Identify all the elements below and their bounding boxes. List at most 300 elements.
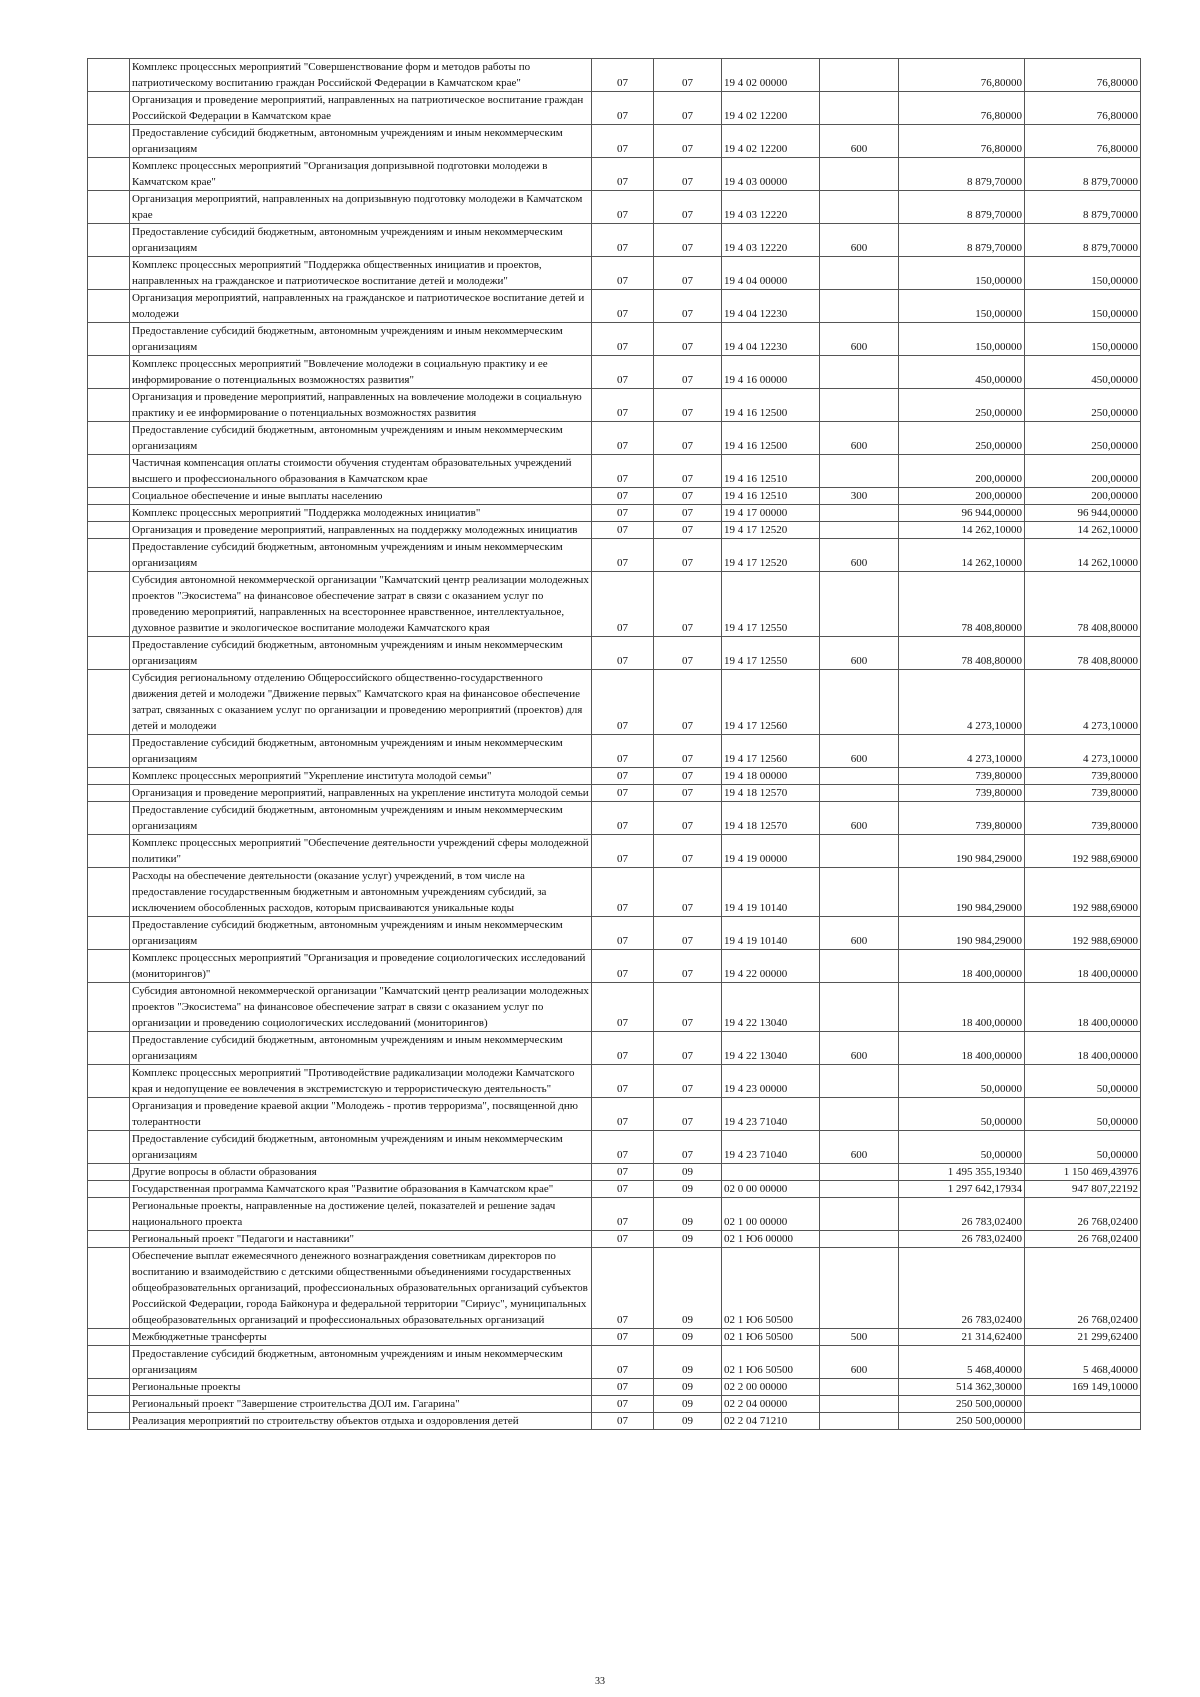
amount-year1-cell: 250 500,00000 — [899, 1413, 1025, 1430]
amount-year1-cell: 26 783,02400 — [899, 1198, 1025, 1231]
expense-type-cell: 300 — [820, 488, 899, 505]
item-name-cell: Комплекс процессных мероприятий "Поддержка общественных инициатив и проектов, направленных на гражданское и патриотическое воспитание детей и молодежи" — [130, 257, 592, 290]
item-name-cell: Региональные проекты, направленные на достижение целей, показателей и решение задач национального проекта — [130, 1198, 592, 1231]
section-code-cell: 07 — [592, 1065, 654, 1098]
amount-year1-cell: 18 400,00000 — [899, 983, 1025, 1032]
amount-year1-cell: 739,80000 — [899, 768, 1025, 785]
subsection-code-cell: 09 — [654, 1379, 722, 1396]
amount-year2-cell: 14 262,10000 — [1025, 522, 1141, 539]
row-index-cell — [88, 1198, 130, 1231]
amount-year1-cell: 96 944,00000 — [899, 505, 1025, 522]
item-name-cell: Предоставление субсидий бюджетным, автономным учреждениям и иным некоммерческим организациям — [130, 735, 592, 768]
subsection-code-cell: 07 — [654, 802, 722, 835]
row-index-cell — [88, 572, 130, 637]
expense-type-cell: 600 — [820, 1131, 899, 1164]
section-code-cell: 07 — [592, 1248, 654, 1329]
row-index-cell — [88, 522, 130, 539]
table-row — [88, 1098, 1141, 1131]
amount-year1-cell: 50,00000 — [899, 1131, 1025, 1164]
expense-type-cell — [820, 191, 899, 224]
expense-type-cell: 600 — [820, 422, 899, 455]
amount-year2-cell: 150,00000 — [1025, 290, 1141, 323]
amount-year2-cell: 192 988,69000 — [1025, 835, 1141, 868]
amount-year2-cell: 18 400,00000 — [1025, 983, 1141, 1032]
amount-year2-cell: 739,80000 — [1025, 785, 1141, 802]
subsection-code-cell: 07 — [654, 158, 722, 191]
item-name-cell: Организация и проведение мероприятий, направленных на вовлечение молодежи в социальную практику и ее информирование о потенциальных возможностях развития — [130, 389, 592, 422]
section-code-cell: 07 — [592, 1379, 654, 1396]
table-row — [88, 572, 1141, 637]
table-row — [88, 1231, 1141, 1248]
subsection-code-cell: 07 — [654, 389, 722, 422]
expense-type-cell: 600 — [820, 735, 899, 768]
row-index-cell — [88, 1329, 130, 1346]
section-code-cell: 07 — [592, 125, 654, 158]
target-article-cell: 19 4 23 00000 — [722, 1065, 820, 1098]
table-row — [88, 1413, 1141, 1430]
subsection-code-cell: 07 — [654, 835, 722, 868]
amount-year1-cell: 250,00000 — [899, 389, 1025, 422]
target-article-cell: 19 4 16 12510 — [722, 488, 820, 505]
subsection-code-cell: 07 — [654, 735, 722, 768]
target-article-cell: 02 2 04 71210 — [722, 1413, 820, 1430]
target-article-cell: 02 2 00 00000 — [722, 1379, 820, 1396]
subsection-code-cell: 07 — [654, 950, 722, 983]
section-code-cell: 07 — [592, 92, 654, 125]
table-row — [88, 125, 1141, 158]
amount-year2-cell: 21 299,62400 — [1025, 1329, 1141, 1346]
expense-type-cell — [820, 1164, 899, 1181]
target-article-cell: 19 4 18 12570 — [722, 802, 820, 835]
table-row — [88, 768, 1141, 785]
expense-type-cell — [820, 785, 899, 802]
target-article-cell — [722, 1164, 820, 1181]
item-name-cell: Предоставление субсидий бюджетным, автономным учреждениям и иным некоммерческим организациям — [130, 917, 592, 950]
amount-year1-cell: 150,00000 — [899, 257, 1025, 290]
row-index-cell — [88, 1181, 130, 1198]
table-row — [88, 389, 1141, 422]
table-row — [88, 505, 1141, 522]
page-number: 33 — [595, 1676, 605, 1687]
item-name-cell: Обеспечение выплат ежемесячного денежного вознаграждения советникам директоров по воспитанию и взаимодействию с детскими общественными объединениями государственных общеобразовательных организаций, профессиональных образовательных организаций субъектов Российской Федерации, города Байконура и федеральной территории "Сириус", муниципальных общеобразовательных организаций и профессиональных образовательных организаций — [130, 1248, 592, 1329]
item-name-cell: Предоставление субсидий бюджетным, автономным учреждениям и иным некоммерческим организациям — [130, 1131, 592, 1164]
section-code-cell: 07 — [592, 1329, 654, 1346]
section-code-cell: 07 — [592, 950, 654, 983]
amount-year2-cell: 250,00000 — [1025, 422, 1141, 455]
amount-year1-cell: 250 500,00000 — [899, 1396, 1025, 1413]
row-index-cell — [88, 1098, 130, 1131]
subsection-code-cell: 07 — [654, 539, 722, 572]
table-row — [88, 539, 1141, 572]
amount-year1-cell: 190 984,29000 — [899, 917, 1025, 950]
subsection-code-cell: 07 — [654, 323, 722, 356]
item-name-cell: Субсидия автономной некоммерческой организации "Камчатский центр реализации молодежных проектов "Экосистема" на финансовое обеспечение затрат в связи с оказанием услуг по организации и проведению социологических исследований (мониторингов) — [130, 983, 592, 1032]
target-article-cell: 19 4 17 12560 — [722, 670, 820, 735]
target-article-cell: 19 4 23 71040 — [722, 1098, 820, 1131]
section-code-cell: 07 — [592, 802, 654, 835]
target-article-cell: 19 4 17 12520 — [722, 522, 820, 539]
amount-year2-cell: 14 262,10000 — [1025, 539, 1141, 572]
target-article-cell: 19 4 16 00000 — [722, 356, 820, 389]
row-index-cell — [88, 1131, 130, 1164]
subsection-code-cell: 07 — [654, 868, 722, 917]
amount-year1-cell: 76,80000 — [899, 59, 1025, 92]
table-row — [88, 950, 1141, 983]
target-article-cell: 19 4 04 12230 — [722, 323, 820, 356]
row-index-cell — [88, 323, 130, 356]
subsection-code-cell: 07 — [654, 257, 722, 290]
expense-type-cell: 600 — [820, 224, 899, 257]
section-code-cell: 07 — [592, 785, 654, 802]
target-article-cell: 19 4 03 12220 — [722, 191, 820, 224]
table-row — [88, 1329, 1141, 1346]
target-article-cell: 19 4 17 12550 — [722, 572, 820, 637]
row-index-cell — [88, 785, 130, 802]
target-article-cell: 02 1 00 00000 — [722, 1198, 820, 1231]
section-code-cell: 07 — [592, 983, 654, 1032]
amount-year2-cell: 76,80000 — [1025, 59, 1141, 92]
amount-year1-cell: 739,80000 — [899, 785, 1025, 802]
section-code-cell: 07 — [592, 422, 654, 455]
budget-table — [87, 58, 1141, 1430]
table-row — [88, 1164, 1141, 1181]
amount-year2-cell: 26 768,02400 — [1025, 1231, 1141, 1248]
section-code-cell: 07 — [592, 1164, 654, 1181]
item-name-cell: Межбюджетные трансферты — [130, 1329, 592, 1346]
expense-type-cell: 600 — [820, 917, 899, 950]
section-code-cell: 07 — [592, 1181, 654, 1198]
target-article-cell: 19 4 02 00000 — [722, 59, 820, 92]
subsection-code-cell: 07 — [654, 224, 722, 257]
table-row — [88, 455, 1141, 488]
subsection-code-cell: 07 — [654, 522, 722, 539]
item-name-cell: Предоставление субсидий бюджетным, автономным учреждениям и иным некоммерческим организациям — [130, 637, 592, 670]
expense-type-cell — [820, 1248, 899, 1329]
amount-year2-cell: 76,80000 — [1025, 125, 1141, 158]
table-row — [88, 323, 1141, 356]
item-name-cell: Предоставление субсидий бюджетным, автономным учреждениям и иным некоммерческим организациям — [130, 125, 592, 158]
subsection-code-cell: 09 — [654, 1346, 722, 1379]
table-row — [88, 983, 1141, 1032]
amount-year1-cell: 150,00000 — [899, 290, 1025, 323]
amount-year1-cell: 190 984,29000 — [899, 835, 1025, 868]
section-code-cell: 07 — [592, 539, 654, 572]
table-row — [88, 522, 1141, 539]
amount-year1-cell: 14 262,10000 — [899, 539, 1025, 572]
item-name-cell: Региональный проект "Завершение строительства ДОЛ им. Гагарина" — [130, 1396, 592, 1413]
section-code-cell: 07 — [592, 1396, 654, 1413]
subsection-code-cell: 07 — [654, 488, 722, 505]
amount-year2-cell: 18 400,00000 — [1025, 1032, 1141, 1065]
amount-year2-cell — [1025, 1396, 1141, 1413]
table-row — [88, 92, 1141, 125]
table-body — [88, 59, 1141, 1430]
section-code-cell: 07 — [592, 835, 654, 868]
amount-year2-cell: 8 879,70000 — [1025, 191, 1141, 224]
target-article-cell: 02 0 00 00000 — [722, 1181, 820, 1198]
section-code-cell: 07 — [592, 1346, 654, 1379]
table-row — [88, 1131, 1141, 1164]
target-article-cell: 02 1 Ю6 50500 — [722, 1346, 820, 1379]
amount-year2-cell: 5 468,40000 — [1025, 1346, 1141, 1379]
row-index-cell — [88, 488, 130, 505]
subsection-code-cell: 07 — [654, 572, 722, 637]
item-name-cell: Организация мероприятий, направленных на гражданское и патриотическое воспитание детей и молодежи — [130, 290, 592, 323]
table-row — [88, 785, 1141, 802]
expense-type-cell: 600 — [820, 1032, 899, 1065]
amount-year2-cell: 26 768,02400 — [1025, 1198, 1141, 1231]
amount-year1-cell: 50,00000 — [899, 1098, 1025, 1131]
expense-type-cell — [820, 92, 899, 125]
subsection-code-cell: 09 — [654, 1164, 722, 1181]
target-article-cell: 19 4 03 12220 — [722, 224, 820, 257]
item-name-cell: Региональный проект "Педагоги и наставники" — [130, 1231, 592, 1248]
item-name-cell: Субсидия региональному отделению Общероссийского общественно-государственного движения детей и молодежи "Движение первых" Камчатского края на финансовое обеспечение затрат, связанных с оказанием услуг по организации и проведению мероприятий (проектов) для детей и молодежи — [130, 670, 592, 735]
subsection-code-cell: 09 — [654, 1181, 722, 1198]
row-index-cell — [88, 1396, 130, 1413]
section-code-cell: 07 — [592, 224, 654, 257]
row-index-cell — [88, 1164, 130, 1181]
expense-type-cell — [820, 950, 899, 983]
table-row — [88, 1248, 1141, 1329]
expense-type-cell — [820, 257, 899, 290]
target-article-cell: 19 4 04 12230 — [722, 290, 820, 323]
table-row — [88, 1198, 1141, 1231]
amount-year2-cell: 50,00000 — [1025, 1098, 1141, 1131]
expense-type-cell: 600 — [820, 637, 899, 670]
amount-year2-cell: 192 988,69000 — [1025, 917, 1141, 950]
target-article-cell: 19 4 22 13040 — [722, 983, 820, 1032]
amount-year2-cell: 78 408,80000 — [1025, 637, 1141, 670]
target-article-cell: 19 4 02 12200 — [722, 125, 820, 158]
expense-type-cell: 600 — [820, 539, 899, 572]
subsection-code-cell: 07 — [654, 455, 722, 488]
amount-year2-cell: 150,00000 — [1025, 257, 1141, 290]
target-article-cell: 02 1 Ю6 50500 — [722, 1329, 820, 1346]
target-article-cell: 19 4 18 12570 — [722, 785, 820, 802]
amount-year2-cell: 200,00000 — [1025, 488, 1141, 505]
expense-type-cell — [820, 868, 899, 917]
row-index-cell — [88, 950, 130, 983]
amount-year1-cell: 21 314,62400 — [899, 1329, 1025, 1346]
section-code-cell: 07 — [592, 1131, 654, 1164]
subsection-code-cell: 09 — [654, 1231, 722, 1248]
amount-year1-cell: 8 879,70000 — [899, 191, 1025, 224]
section-code-cell: 07 — [592, 572, 654, 637]
section-code-cell: 07 — [592, 191, 654, 224]
target-article-cell: 19 4 17 12520 — [722, 539, 820, 572]
item-name-cell: Региональные проекты — [130, 1379, 592, 1396]
item-name-cell: Организация мероприятий, направленных на допризывную подготовку молодежи в Камчатском крае — [130, 191, 592, 224]
expense-type-cell — [820, 290, 899, 323]
amount-year2-cell: 8 879,70000 — [1025, 224, 1141, 257]
table-row — [88, 59, 1141, 92]
item-name-cell: Организация и проведение мероприятий, направленных на патриотическое воспитание граждан Российской Федерации в Камчатском крае — [130, 92, 592, 125]
row-index-cell — [88, 224, 130, 257]
row-index-cell — [88, 389, 130, 422]
subsection-code-cell: 09 — [654, 1413, 722, 1430]
expense-type-cell — [820, 1181, 899, 1198]
target-article-cell: 19 4 16 12510 — [722, 455, 820, 488]
row-index-cell — [88, 59, 130, 92]
section-code-cell: 07 — [592, 455, 654, 488]
expense-type-cell — [820, 455, 899, 488]
expense-type-cell — [820, 389, 899, 422]
expense-type-cell — [820, 1198, 899, 1231]
amount-year1-cell: 76,80000 — [899, 125, 1025, 158]
subsection-code-cell: 07 — [654, 59, 722, 92]
table-row — [88, 868, 1141, 917]
amount-year1-cell: 78 408,80000 — [899, 572, 1025, 637]
amount-year2-cell: 96 944,00000 — [1025, 505, 1141, 522]
subsection-code-cell: 07 — [654, 785, 722, 802]
row-index-cell — [88, 92, 130, 125]
amount-year2-cell: 169 149,10000 — [1025, 1379, 1141, 1396]
amount-year2-cell: 739,80000 — [1025, 802, 1141, 835]
amount-year1-cell: 76,80000 — [899, 92, 1025, 125]
amount-year1-cell: 200,00000 — [899, 488, 1025, 505]
amount-year2-cell — [1025, 1413, 1141, 1430]
subsection-code-cell: 09 — [654, 1198, 722, 1231]
item-name-cell: Социальное обеспечение и иные выплаты населению — [130, 488, 592, 505]
subsection-code-cell: 07 — [654, 917, 722, 950]
item-name-cell: Другие вопросы в области образования — [130, 1164, 592, 1181]
expense-type-cell — [820, 768, 899, 785]
table-row — [88, 290, 1141, 323]
amount-year1-cell: 8 879,70000 — [899, 158, 1025, 191]
expense-type-cell — [820, 59, 899, 92]
subsection-code-cell: 07 — [654, 505, 722, 522]
amount-year1-cell: 250,00000 — [899, 422, 1025, 455]
amount-year2-cell: 1 150 469,43976 — [1025, 1164, 1141, 1181]
expense-type-cell: 600 — [820, 125, 899, 158]
subsection-code-cell: 07 — [654, 92, 722, 125]
section-code-cell: 07 — [592, 917, 654, 950]
item-name-cell: Расходы на обеспечение деятельности (оказание услуг) учреждений, в том числе на предоставление государственным бюджетным и автономным учреждениям субсидий, за исключением обособленных расходов, которым присваиваются уникальные коды — [130, 868, 592, 917]
subsection-code-cell: 07 — [654, 191, 722, 224]
subsection-code-cell: 07 — [654, 670, 722, 735]
row-index-cell — [88, 539, 130, 572]
amount-year1-cell: 1 495 355,19340 — [899, 1164, 1025, 1181]
row-index-cell — [88, 422, 130, 455]
section-code-cell: 07 — [592, 59, 654, 92]
amount-year2-cell: 450,00000 — [1025, 356, 1141, 389]
subsection-code-cell: 07 — [654, 1065, 722, 1098]
item-name-cell: Комплекс процессных мероприятий "Поддержка молодежных инициатив" — [130, 505, 592, 522]
row-index-cell — [88, 868, 130, 917]
table-row — [88, 670, 1141, 735]
expense-type-cell — [820, 505, 899, 522]
table-row — [88, 802, 1141, 835]
section-code-cell: 07 — [592, 522, 654, 539]
row-index-cell — [88, 1065, 130, 1098]
expense-type-cell: 600 — [820, 1346, 899, 1379]
item-name-cell: Комплекс процессных мероприятий "Организация и проведение социологических исследований (мониторингов)" — [130, 950, 592, 983]
section-code-cell: 07 — [592, 389, 654, 422]
row-index-cell — [88, 670, 130, 735]
subsection-code-cell: 07 — [654, 637, 722, 670]
item-name-cell: Предоставление субсидий бюджетным, автономным учреждениям и иным некоммерческим организациям — [130, 1346, 592, 1379]
target-article-cell: 02 2 04 00000 — [722, 1396, 820, 1413]
table-row — [88, 1346, 1141, 1379]
target-article-cell: 19 4 22 13040 — [722, 1032, 820, 1065]
subsection-code-cell: 09 — [654, 1329, 722, 1346]
table-row — [88, 1065, 1141, 1098]
row-index-cell — [88, 637, 130, 670]
target-article-cell: 19 4 22 00000 — [722, 950, 820, 983]
section-code-cell: 07 — [592, 488, 654, 505]
item-name-cell: Комплекс процессных мероприятий "Обеспечение деятельности учреждений сферы молодежной политики" — [130, 835, 592, 868]
amount-year1-cell: 18 400,00000 — [899, 1032, 1025, 1065]
item-name-cell: Субсидия автономной некоммерческой организации "Камчатский центр реализации молодежных проектов "Экосистема" на финансовое обеспечение затрат в связи с оказанием услуг по проведению мероприятий, направленных на всестороннее нравственное, интеллектуальное, духовное развитие и экологическое воспитание молодежи Камчатского края — [130, 572, 592, 637]
section-code-cell: 07 — [592, 1413, 654, 1430]
amount-year1-cell: 78 408,80000 — [899, 637, 1025, 670]
subsection-code-cell: 07 — [654, 1131, 722, 1164]
section-code-cell: 07 — [592, 1231, 654, 1248]
row-index-cell — [88, 1032, 130, 1065]
item-name-cell: Комплекс процессных мероприятий "Противодействие радикализации молодежи Камчатского края и недопущение ее вовлечения в экстремистскую и террористическую деятельность" — [130, 1065, 592, 1098]
subsection-code-cell: 07 — [654, 1098, 722, 1131]
item-name-cell: Комплекс процессных мероприятий "Организация допризывной подготовки молодежи в Камчатском крае" — [130, 158, 592, 191]
expense-type-cell — [820, 356, 899, 389]
amount-year1-cell: 26 783,02400 — [899, 1248, 1025, 1329]
target-article-cell: 19 4 19 10140 — [722, 868, 820, 917]
item-name-cell: Организация и проведение краевой акции "Молодежь - против терроризма", посвященной дню толерантности — [130, 1098, 592, 1131]
section-code-cell: 07 — [592, 637, 654, 670]
table-row — [88, 1379, 1141, 1396]
amount-year2-cell: 200,00000 — [1025, 455, 1141, 488]
section-code-cell: 07 — [592, 768, 654, 785]
target-article-cell: 02 1 Ю6 00000 — [722, 1231, 820, 1248]
table-row — [88, 735, 1141, 768]
target-article-cell: 19 4 17 00000 — [722, 505, 820, 522]
target-article-cell: 19 4 03 00000 — [722, 158, 820, 191]
amount-year2-cell: 26 768,02400 — [1025, 1248, 1141, 1329]
item-name-cell: Реализация мероприятий по строительству объектов отдыха и оздоровления детей — [130, 1413, 592, 1430]
section-code-cell: 07 — [592, 158, 654, 191]
amount-year1-cell: 26 783,02400 — [899, 1231, 1025, 1248]
section-code-cell: 07 — [592, 1098, 654, 1131]
amount-year1-cell: 1 297 642,17934 — [899, 1181, 1025, 1198]
table-row — [88, 1396, 1141, 1413]
row-index-cell — [88, 1379, 130, 1396]
row-index-cell — [88, 505, 130, 522]
row-index-cell — [88, 983, 130, 1032]
amount-year2-cell: 4 273,10000 — [1025, 735, 1141, 768]
amount-year1-cell: 18 400,00000 — [899, 950, 1025, 983]
section-code-cell: 07 — [592, 1032, 654, 1065]
item-name-cell: Организация и проведение мероприятий, направленных на укрепление института молодой семьи — [130, 785, 592, 802]
subsection-code-cell: 09 — [654, 1396, 722, 1413]
amount-year2-cell: 250,00000 — [1025, 389, 1141, 422]
row-index-cell — [88, 802, 130, 835]
item-name-cell: Предоставление субсидий бюджетным, автономным учреждениям и иным некоммерческим организациям — [130, 539, 592, 572]
item-name-cell: Предоставление субсидий бюджетным, автономным учреждениям и иным некоммерческим организациям — [130, 422, 592, 455]
target-article-cell: 19 4 02 12200 — [722, 92, 820, 125]
table-row — [88, 917, 1141, 950]
row-index-cell — [88, 1346, 130, 1379]
amount-year1-cell: 514 362,30000 — [899, 1379, 1025, 1396]
item-name-cell: Комплекс процессных мероприятий "Укрепление института молодой семьи" — [130, 768, 592, 785]
target-article-cell: 19 4 17 12560 — [722, 735, 820, 768]
row-index-cell — [88, 356, 130, 389]
amount-year2-cell: 8 879,70000 — [1025, 158, 1141, 191]
target-article-cell: 19 4 17 12550 — [722, 637, 820, 670]
row-index-cell — [88, 1413, 130, 1430]
item-name-cell: Предоставление субсидий бюджетным, автономным учреждениям и иным некоммерческим организациям — [130, 802, 592, 835]
table-row — [88, 637, 1141, 670]
amount-year1-cell: 14 262,10000 — [899, 522, 1025, 539]
